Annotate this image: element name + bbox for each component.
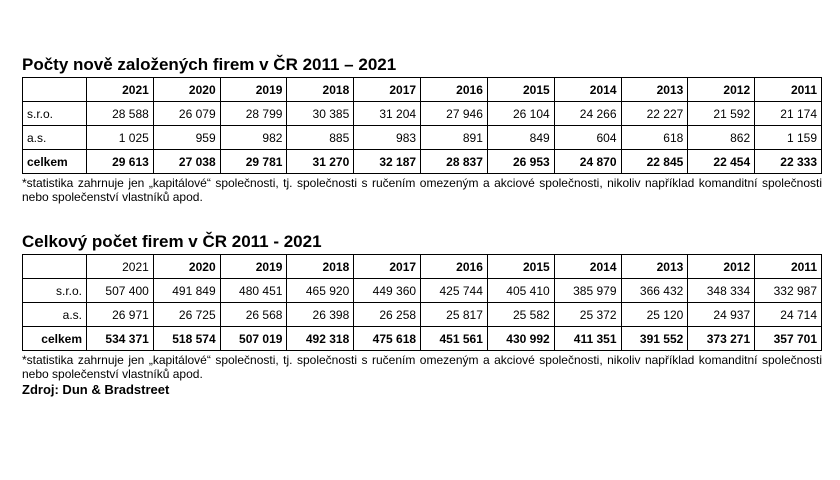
year-header: 2013 (621, 78, 688, 102)
year-header: 2011 (755, 255, 822, 279)
table-cell: 27 946 (421, 102, 488, 126)
year-header: 2019 (220, 78, 287, 102)
table-cell: 862 (688, 126, 755, 150)
table-cell: 22 845 (621, 150, 688, 174)
table-cell: 480 451 (220, 279, 287, 303)
table-cell: 366 432 (621, 279, 688, 303)
table-cell: 507 019 (220, 327, 287, 351)
table-cell: 24 266 (554, 102, 621, 126)
table-cell: 22 454 (688, 150, 755, 174)
row-label: a.s. (23, 303, 87, 327)
table-cell: 28 799 (220, 102, 287, 126)
year-header: 2013 (621, 255, 688, 279)
table-cell: 492 318 (287, 327, 354, 351)
table-cell: 25 120 (621, 303, 688, 327)
header-row (23, 78, 822, 102)
table-cell: 518 574 (153, 327, 220, 351)
table-cell: 25 817 (421, 303, 488, 327)
year-header: 2014 (554, 255, 621, 279)
table-cell: 507 400 (87, 279, 154, 303)
corner-cell (23, 255, 87, 279)
table-cell: 22 227 (621, 102, 688, 126)
table-cell: 27 038 (153, 150, 220, 174)
total-row (23, 327, 822, 351)
table-cell: 475 618 (354, 327, 421, 351)
table-cell: 959 (153, 126, 220, 150)
total-row (23, 150, 822, 174)
source-line: Zdroj: Dun & Bradstreet (22, 382, 170, 397)
year-header: 2015 (487, 78, 554, 102)
table-cell: 430 992 (487, 327, 554, 351)
year-header: 2021 (87, 78, 154, 102)
table-cell: 26 971 (87, 303, 154, 327)
year-header: 2015 (487, 255, 554, 279)
year-header: 2011 (755, 78, 822, 102)
year-header: 2012 (688, 255, 755, 279)
header-row (23, 255, 822, 279)
total-firms-title: Celkový počet firem v ČR 2011 - 2021 (22, 232, 322, 251)
year-header: 2019 (220, 255, 287, 279)
table-cell: 885 (287, 126, 354, 150)
table-cell: 983 (354, 126, 421, 150)
row-label: a.s. (23, 126, 87, 150)
table-cell: 30 385 (287, 102, 354, 126)
new-firms-title: Počty nově založených firem v ČR 2011 – 2021 (22, 55, 397, 74)
table-cell: 26 725 (153, 303, 220, 327)
table-cell: 24 714 (755, 303, 822, 327)
table-cell: 451 561 (421, 327, 488, 351)
table-cell: 26 953 (487, 150, 554, 174)
row-label: celkem (23, 150, 87, 174)
table-cell: 1 025 (87, 126, 154, 150)
table-cell: 373 271 (688, 327, 755, 351)
year-header: 2020 (153, 255, 220, 279)
year-header: 2017 (354, 255, 421, 279)
table-cell: 411 351 (554, 327, 621, 351)
footnote: *statistika zahrnuje jen „kapitálové“ společnosti, tj. společnosti s ručením omezeným a akciové společnosti, nikoliv například komanditní společnosti nebo společenství vlastníků apod. (22, 353, 822, 381)
table-cell: 26 079 (153, 102, 220, 126)
table-row (23, 102, 822, 126)
table-cell: 29 781 (220, 150, 287, 174)
year-header: 2021 (87, 255, 154, 279)
table-cell: 332 987 (755, 279, 822, 303)
year-header: 2016 (421, 78, 488, 102)
year-header: 2014 (554, 78, 621, 102)
corner-cell (23, 78, 87, 102)
table-cell: 25 582 (487, 303, 554, 327)
table-row (23, 303, 822, 327)
table-cell: 357 701 (755, 327, 822, 351)
table-cell: 21 592 (688, 102, 755, 126)
table-cell: 26 104 (487, 102, 554, 126)
new-firms-section (22, 55, 822, 204)
row-label: s.r.o. (23, 102, 87, 126)
table-row (23, 126, 822, 150)
table-cell: 24 870 (554, 150, 621, 174)
table-cell: 348 334 (688, 279, 755, 303)
new-firms-table (22, 77, 822, 174)
table-cell: 405 410 (487, 279, 554, 303)
table-cell: 425 744 (421, 279, 488, 303)
table-cell: 32 187 (354, 150, 421, 174)
table-cell: 391 552 (621, 327, 688, 351)
row-label: s.r.o. (23, 279, 87, 303)
table-cell: 22 333 (755, 150, 822, 174)
table-cell: 891 (421, 126, 488, 150)
table-cell: 26 398 (287, 303, 354, 327)
table-cell: 28 837 (421, 150, 488, 174)
year-header: 2020 (153, 78, 220, 102)
table-cell: 618 (621, 126, 688, 150)
table-cell: 25 372 (554, 303, 621, 327)
table-cell: 21 174 (755, 102, 822, 126)
table-cell: 31 270 (287, 150, 354, 174)
footnote: *statistika zahrnuje jen „kapitálové“ společnosti, tj. společnosti s ručením omezeným a akciové společnosti, nikoliv například komanditní společnosti nebo společenství vlastníků apod. (22, 176, 822, 204)
year-header: 2018 (287, 78, 354, 102)
table-cell: 28 588 (87, 102, 154, 126)
table-cell: 385 979 (554, 279, 621, 303)
total-firms-table (22, 254, 822, 351)
table-row (23, 279, 822, 303)
total-firms-section (22, 232, 822, 397)
table-cell: 449 360 (354, 279, 421, 303)
table-cell: 465 920 (287, 279, 354, 303)
year-header: 2016 (421, 255, 488, 279)
year-header: 2017 (354, 78, 421, 102)
table-cell: 982 (220, 126, 287, 150)
table-cell: 604 (554, 126, 621, 150)
table-cell: 24 937 (688, 303, 755, 327)
table-cell: 849 (487, 126, 554, 150)
table-cell: 31 204 (354, 102, 421, 126)
table-cell: 534 371 (87, 327, 154, 351)
table-cell: 26 258 (354, 303, 421, 327)
table-cell: 29 613 (87, 150, 154, 174)
table-cell: 1 159 (755, 126, 822, 150)
year-header: 2018 (287, 255, 354, 279)
table-cell: 26 568 (220, 303, 287, 327)
row-label: celkem (23, 327, 87, 351)
table-cell: 491 849 (153, 279, 220, 303)
year-header: 2012 (688, 78, 755, 102)
